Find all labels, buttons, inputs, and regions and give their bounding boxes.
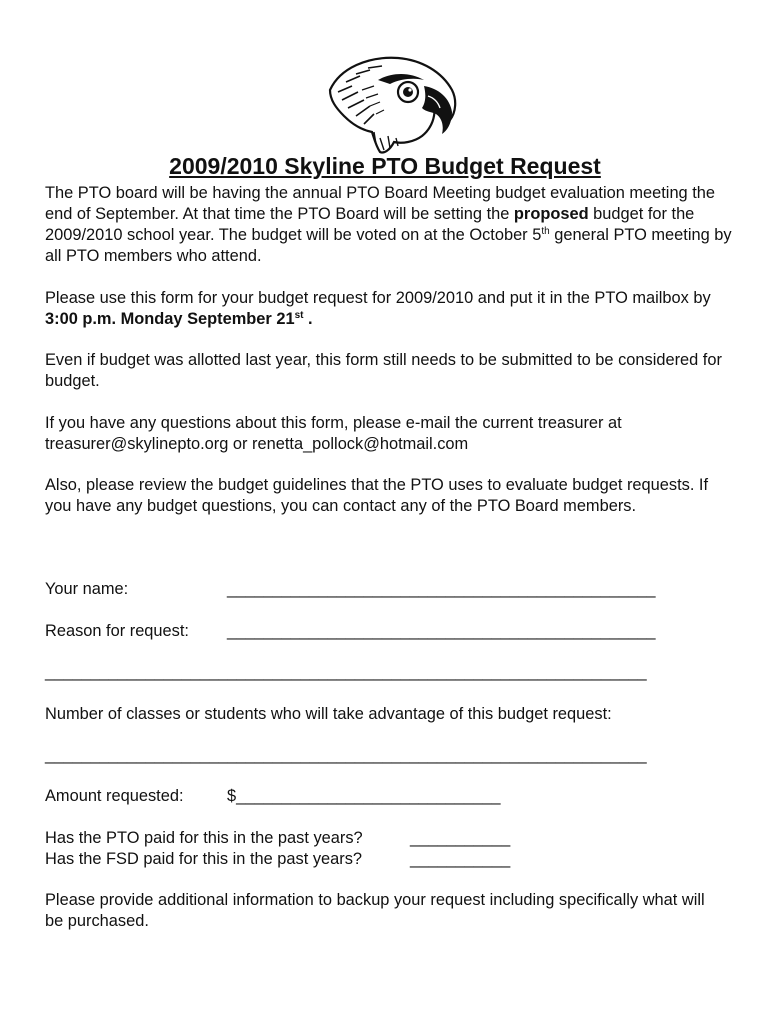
reason-field[interactable]: _______________________________________________ — [227, 622, 656, 640]
classes-label: Number of classes or students who will take advantage of this budget request: — [45, 705, 612, 723]
amount-label: Amount requested: — [45, 787, 184, 805]
additional-info-note: Please provide additional information to backup your request including specifically what will be purchased. — [45, 891, 705, 930]
amount-field[interactable]: $_____________________________ — [227, 787, 501, 805]
pto-paid-field[interactable]: ___________ — [410, 829, 511, 847]
questions-note: If you have any questions about this form, please e-mail the current treasurer at treasurer@skylinepto.org or renetta_pollock@hotmail.com — [45, 414, 622, 453]
hawk-head-icon — [318, 46, 458, 156]
pto-paid-label: Has the PTO paid for this in the past years? — [45, 829, 363, 847]
name-label: Your name: — [45, 580, 129, 598]
allotted-note: Even if budget was allotted last year, this form still needs to be submitted to be considered for budget. — [45, 351, 722, 390]
deadline-paragraph: Please use this form for your budget request for 2009/2010 and put it in the PTO mailbox by 3:00 p.m. Monday September 21st . — [45, 289, 711, 328]
fsd-paid-label: Has the FSD paid for this in the past years? — [45, 850, 363, 868]
page-title: 2009/2010 Skyline PTO Budget Request — [169, 153, 601, 179]
name-field[interactable]: _______________________________________________ — [227, 580, 656, 598]
classes-field[interactable]: __________________________________________________________________ — [45, 746, 647, 764]
fsd-paid-field[interactable]: ___________ — [410, 850, 511, 868]
reason-label: Reason for request: — [45, 622, 189, 640]
intro-paragraph: The PTO board will be having the annual PTO Board Meeting budget evaluation meeting the end of September. At that time the PTO Board will be setting the proposed budget for the 2009/2010 school year. The budget will be voted on at the October 5th general PTO meeting by all PTO members who attend. — [45, 184, 732, 265]
guidelines-note: Also, please review the budget guidelines that the PTO uses to evaluate budget requests. If you have any budget questions, you can contact any of the PTO Board members. — [45, 476, 709, 515]
reason-field-line-2[interactable]: __________________________________________________________________ — [45, 663, 647, 681]
